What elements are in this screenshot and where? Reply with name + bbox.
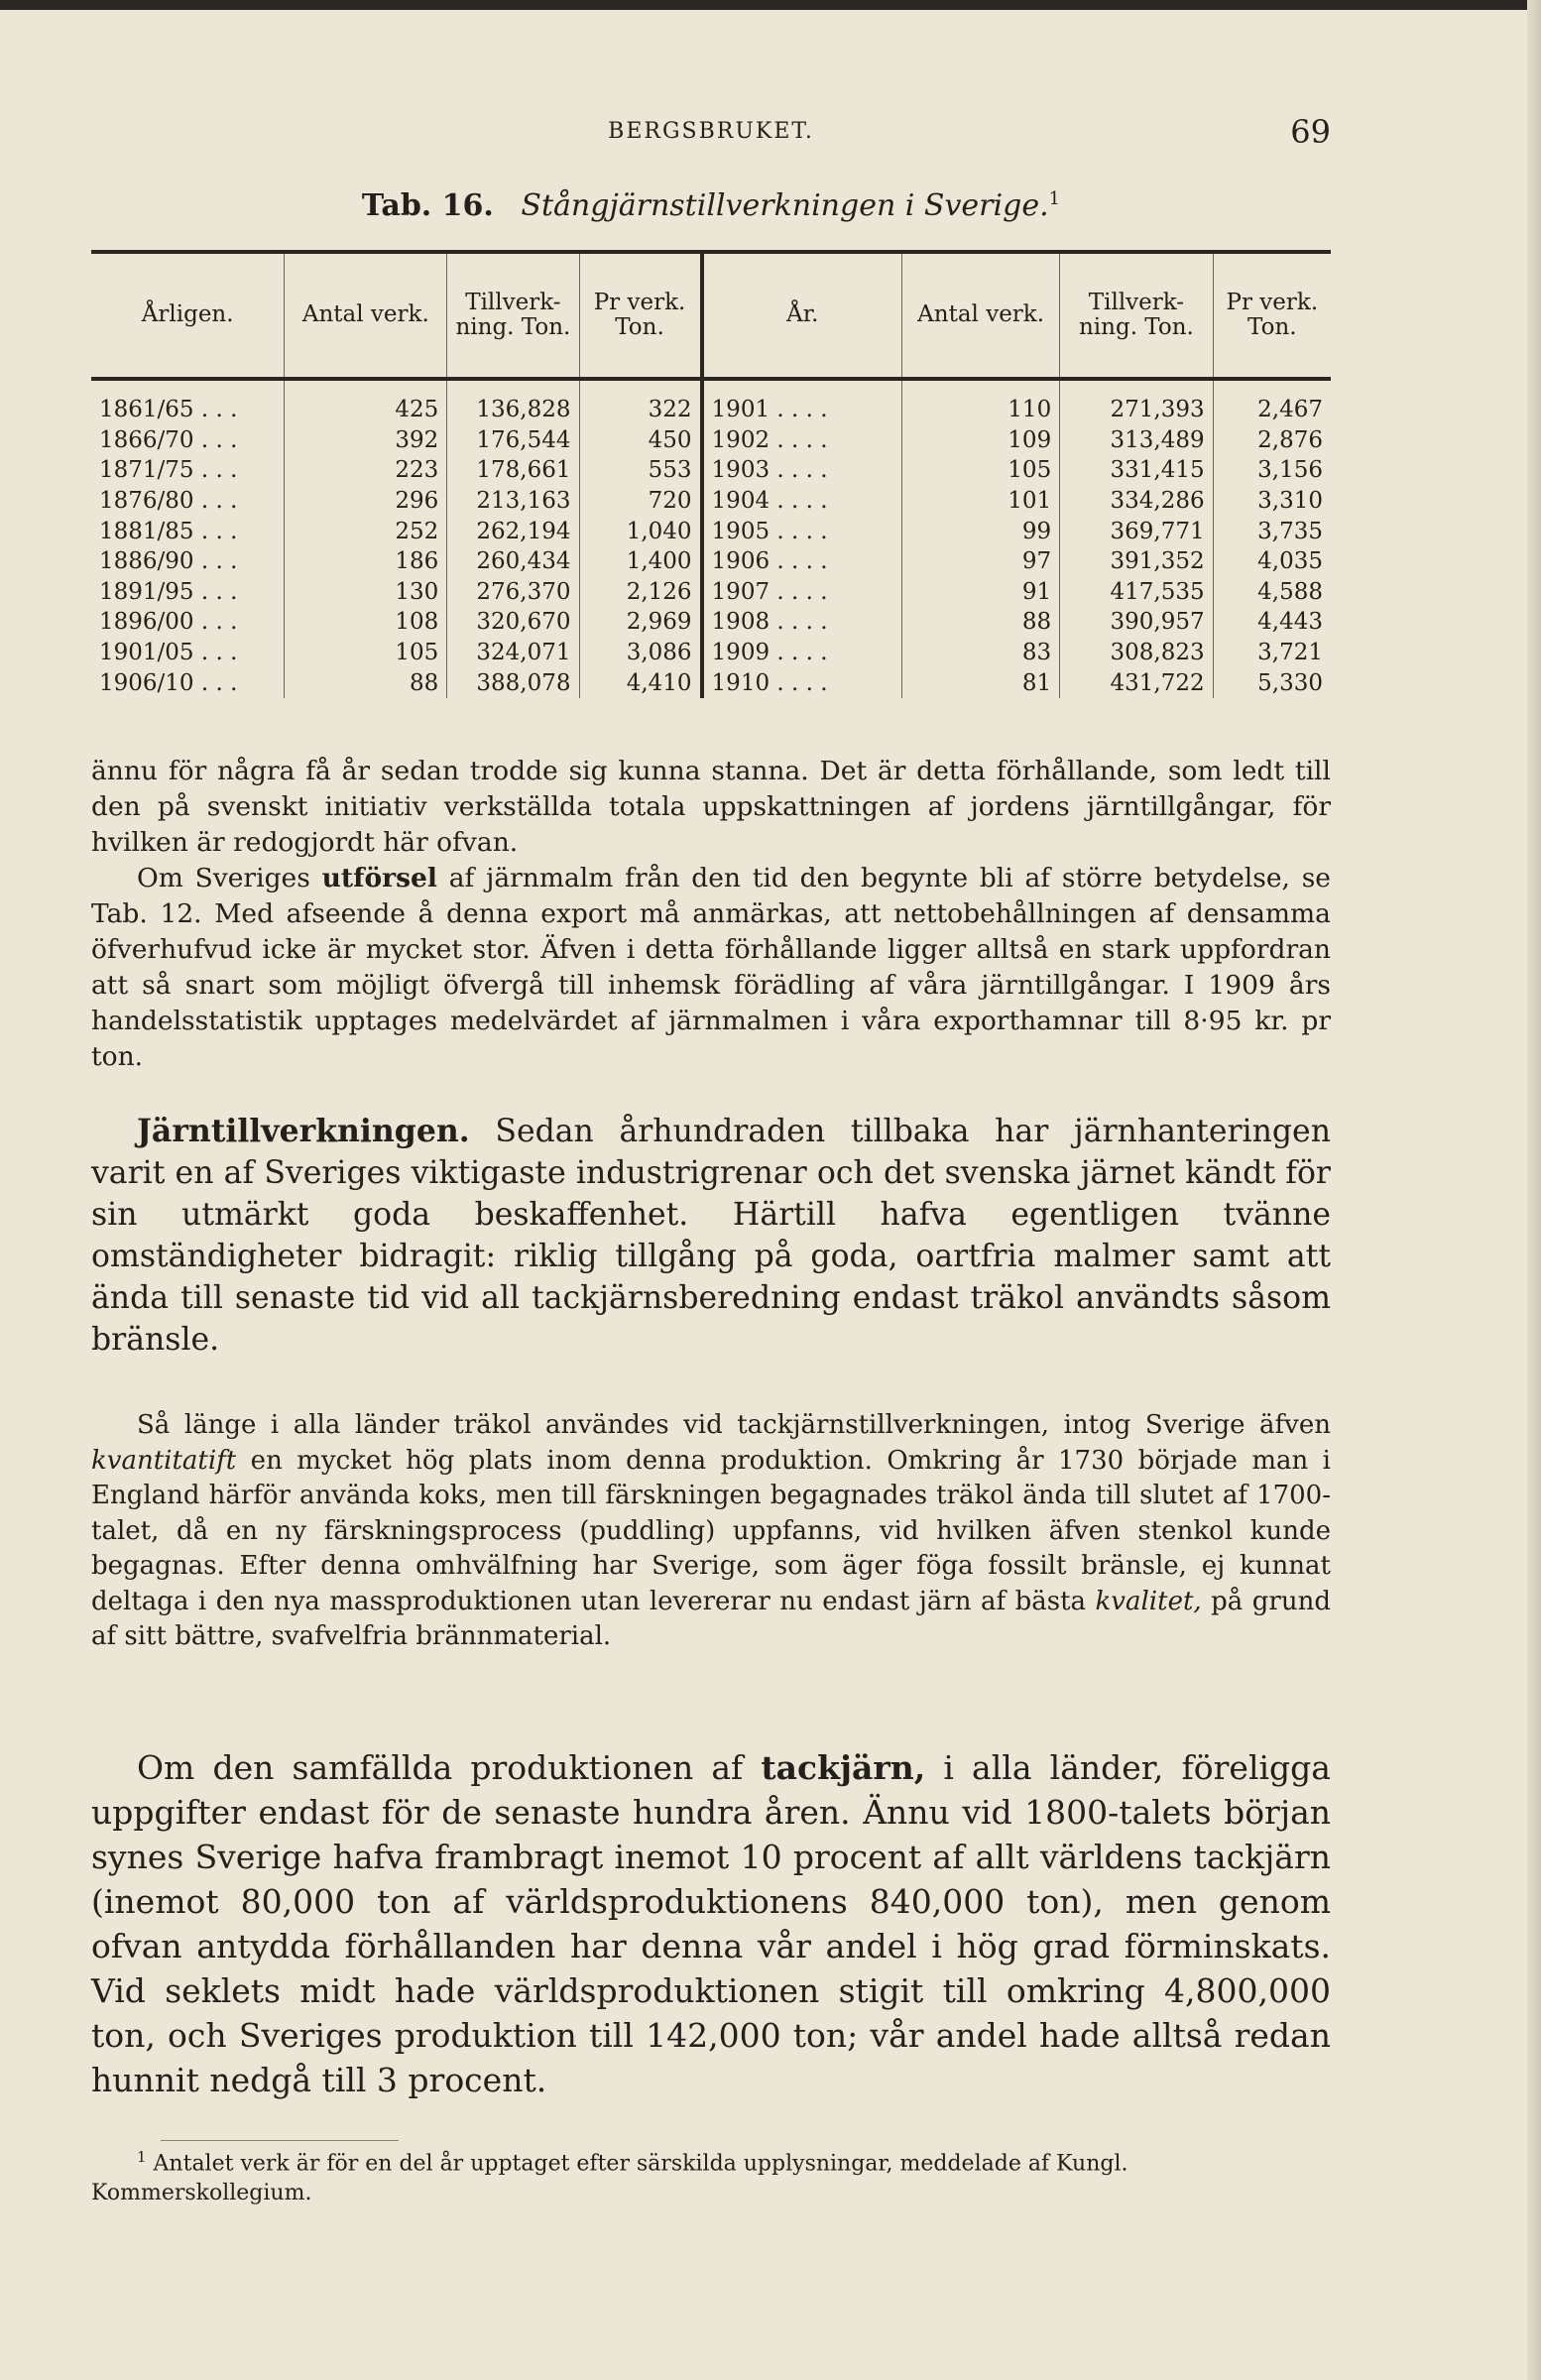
cell-works: 186 [285, 546, 447, 577]
cell-year: 1905 . . . . [702, 516, 902, 546]
cell-per-work-2: 4,035 [1213, 546, 1331, 577]
text-run: på grund af sitt bättre, svafvelfria brännmaterial. [91, 1586, 1331, 1651]
cell-production: 260,434 [447, 546, 579, 577]
cell-period: 1896/00 . . . [99, 609, 238, 636]
cell-per-work: 2,126 [579, 577, 702, 608]
header-works: Antal verk. [285, 252, 447, 379]
table-row [91, 486, 1331, 517]
cell-year: 1903 . . . . [702, 455, 902, 486]
cell-per-work-2: 5,330 [1213, 667, 1331, 698]
paragraph-charcoal [91, 1408, 1331, 1655]
cell-period: 1891/95 . . . [99, 578, 238, 605]
cell-year: 1910 . . . . [702, 667, 902, 698]
cell-year: 1907 . . . . [702, 577, 902, 608]
cell-works-2: 101 [902, 486, 1060, 517]
bold-term: utförsel [321, 863, 437, 893]
cell-production-2: 390,957 [1060, 607, 1213, 638]
table-row [91, 379, 1331, 425]
cell-year: 1904 . . . . [702, 486, 902, 517]
header-per-work-2: Pr verk. Ton. [1213, 252, 1331, 379]
scan-right-edge [1527, 0, 1541, 2380]
cell-works-2: 109 [902, 425, 1060, 456]
text-run: Om den samfällda produktionen af [137, 1748, 762, 1787]
cell-period: 1886/90 . . . [99, 548, 238, 575]
cell-production-2: 271,393 [1060, 379, 1213, 425]
cell-works-2: 99 [902, 516, 1060, 546]
header-works-2: Antal verk. [902, 252, 1060, 379]
cell-production: 176,544 [447, 425, 579, 456]
cell-per-work-2: 2,467 [1213, 379, 1331, 425]
cell-production: 324,071 [447, 638, 579, 668]
cell-works-2: 97 [902, 546, 1060, 577]
text-run: Om Sveriges [137, 863, 322, 893]
cell-production-2: 417,535 [1060, 577, 1213, 608]
header-per-work: Pr verk. Ton. [579, 252, 702, 379]
footnote [91, 2142, 1331, 2208]
cell-works-2: 110 [902, 379, 1060, 425]
paragraph-iron-manufacture [91, 1111, 1331, 1361]
running-head [91, 113, 1331, 159]
header-period: Årligen. [91, 252, 285, 379]
cell-production: 276,370 [447, 577, 579, 608]
book-page [91, 0, 1331, 2380]
cell-per-work: 1,040 [579, 516, 702, 546]
cell-works: 296 [285, 486, 447, 517]
italic-term: kvalitet, [1095, 1586, 1202, 1616]
table-caption [91, 188, 1331, 223]
table-row [91, 425, 1331, 456]
cell-per-work: 450 [579, 425, 702, 456]
cell-production-2: 331,415 [1060, 455, 1213, 486]
cell-production-2: 334,286 [1060, 486, 1213, 517]
cell-works-2: 83 [902, 638, 1060, 668]
cell-per-work: 322 [579, 379, 702, 425]
cell-works: 130 [285, 577, 447, 608]
paragraph-export [91, 754, 1331, 1075]
cell-works: 105 [285, 638, 447, 668]
cell-production-2: 431,722 [1060, 667, 1213, 698]
cell-per-work: 4,410 [579, 667, 702, 698]
paragraph-pig-iron [91, 1745, 1331, 2102]
cell-production: 388,078 [447, 667, 579, 698]
cell-production-2: 369,771 [1060, 516, 1213, 546]
table-row [91, 455, 1331, 486]
cell-year: 1906 . . . . [702, 546, 902, 577]
paragraph-ore-export [91, 861, 1331, 1075]
cell-per-work: 1,400 [579, 546, 702, 577]
cell-per-work: 2,969 [579, 607, 702, 638]
cell-works-2: 91 [902, 577, 1060, 608]
bold-term: tackjärn, [761, 1748, 926, 1787]
cell-period: 1861/65 . . . [99, 397, 238, 423]
cell-works: 425 [285, 379, 447, 425]
cell-per-work-2: 3,156 [1213, 455, 1331, 486]
text-run: Så länge i alla länder träkol användes vid tackjärnstillverkningen, intog Sverige äfven [137, 1410, 1331, 1440]
cell-year: 1909 . . . . [702, 638, 902, 668]
cell-period: 1866/70 . . . [99, 426, 238, 453]
cell-production-2: 308,823 [1060, 638, 1213, 668]
footnote-reference: 1 [1048, 188, 1061, 209]
text-run: af järnmalm från den tid den begynte bli af större betydelse, se Tab. 12. Med afseende å denna export må anmärkas, att nettobehållningen af densamma öfverhufvud icke är mycket stor. Äfven i detta förhållande ligger alltså en stark uppfordran att så snart som möjligt öfvergå till inhemsk förädling af våra järntillgångar. I 1909 års handelsstatistik upptages medelvärdet af järnmalmen i våra exporthamnar till 8·95 kr. pr ton. [91, 863, 1331, 1072]
table-row [91, 638, 1331, 668]
cell-production-2: 313,489 [1060, 425, 1213, 456]
cell-production: 213,163 [447, 486, 579, 517]
text-run: i alla länder, föreligga uppgifter endast för de senaste hundra åren. Ännu vid 1800-talets början synes Sverige hafva frambragt inemot 10 procent af allt världens tackjärn (inemot 80,000 ton af världsproduktionens 840,000 ton), men genom ofvan antydda förhållanden har denna vår andel i hög grad förminskats. Vid seklets midt hade världsproduktionen stigit till omkring 4,800,000 ton, och Sveriges produktion till 142,000 ton; vår andel hade alltså redan hunnit nedgå till 3 procent. [91, 1748, 1331, 2099]
cell-works: 223 [285, 455, 447, 486]
cell-per-work-2: 3,310 [1213, 486, 1331, 517]
cell-per-work: 553 [579, 455, 702, 486]
table-row [91, 546, 1331, 577]
cell-period: 1906/10 . . . [99, 669, 238, 696]
italic-term: kvantitatift [91, 1445, 237, 1476]
footnote-mark: 1 [137, 2148, 147, 2166]
cell-works-2: 105 [902, 455, 1060, 486]
cell-year: 1901 . . . . [702, 379, 902, 425]
table-row [91, 607, 1331, 638]
page-number: 69 [1290, 113, 1331, 151]
paragraph-continuation: ännu för några få år sedan trodde sig kunna stanna. Det är detta förhållande, som ledt till den på svenskt initiativ verkställda totala uppskattningen af jordens järntillgångar, för hvilken är redogjordt här ofvan. [91, 756, 1331, 858]
text-run: Sedan århundraden tillbaka har järnhanteringen varit en af Sveriges viktigaste industrigrenar och det svenska järnet kändt för sin utmärkt goda beskaffenhet. Härtill hafva egentligen tvänne omständigheter bidragit: riklig tillgång på goda, oartfria malmer samt att ända till senaste tid vid all tackjärnsberedning endast träkol användts såsom bränsle. [91, 1114, 1331, 1358]
cell-production: 262,194 [447, 516, 579, 546]
cell-per-work-2: 3,735 [1213, 516, 1331, 546]
table-header-row [91, 252, 1331, 379]
table-label: Tab. 16. [361, 188, 494, 223]
production-table [91, 250, 1331, 698]
table-row [91, 516, 1331, 546]
table-row [91, 577, 1331, 608]
cell-production: 178,661 [447, 455, 579, 486]
cell-period: 1871/75 . . . [99, 457, 238, 484]
cell-works: 392 [285, 425, 447, 456]
cell-production: 320,670 [447, 607, 579, 638]
cell-works: 108 [285, 607, 447, 638]
cell-period: 1901/05 . . . [99, 640, 238, 666]
cell-period: 1876/80 . . . [99, 488, 238, 515]
cell-per-work: 3,086 [579, 638, 702, 668]
text-run: en mycket hög plats inom denna produktion. Omkring år 1730 började man i England härför använda koks, men till färskningen begagnades träkol ända till slutet af 1700-talet, då en ny färskningsprocess (puddling) uppfanns, vid hvilken äfven stenkol kunde begagnas. Efter denna omhvälfning har Sverige, som äger föga fossilt bränsle, ej kunnat deltaga i den nya massproduktionen utan levererar nu endast järn af bästa [91, 1445, 1331, 1616]
cell-year: 1902 . . . . [702, 425, 902, 456]
cell-year: 1908 . . . . [702, 607, 902, 638]
cell-per-work-2: 4,443 [1213, 607, 1331, 638]
cell-per-work-2: 2,876 [1213, 425, 1331, 456]
cell-production-2: 391,352 [1060, 546, 1213, 577]
cell-works-2: 81 [902, 667, 1060, 698]
header-production: Tillverk-ning. Ton. [447, 252, 579, 379]
section-heading: Järntillverkningen. [137, 1113, 470, 1149]
footnote-divider [161, 2140, 399, 2141]
header-year: År. [702, 252, 902, 379]
cell-works-2: 88 [902, 607, 1060, 638]
header-production-2: Tillverk-ning. Ton. [1060, 252, 1213, 379]
cell-works: 252 [285, 516, 447, 546]
footnote-text: Antalet verk är för en del år upptaget efter särskilda upplysningar, meddelade af Kungl. Kommerskollegium. [91, 2151, 1128, 2206]
cell-production: 136,828 [447, 379, 579, 425]
cell-per-work-2: 4,588 [1213, 577, 1331, 608]
cell-works: 88 [285, 667, 447, 698]
running-title: BERGSBRUKET. [608, 119, 814, 144]
table-title: Stångjärnstillverkningen i Sverige. [521, 188, 1049, 223]
cell-per-work-2: 3,721 [1213, 638, 1331, 668]
cell-per-work: 720 [579, 486, 702, 517]
cell-period: 1881/85 . . . [99, 518, 238, 544]
table-row [91, 667, 1331, 698]
